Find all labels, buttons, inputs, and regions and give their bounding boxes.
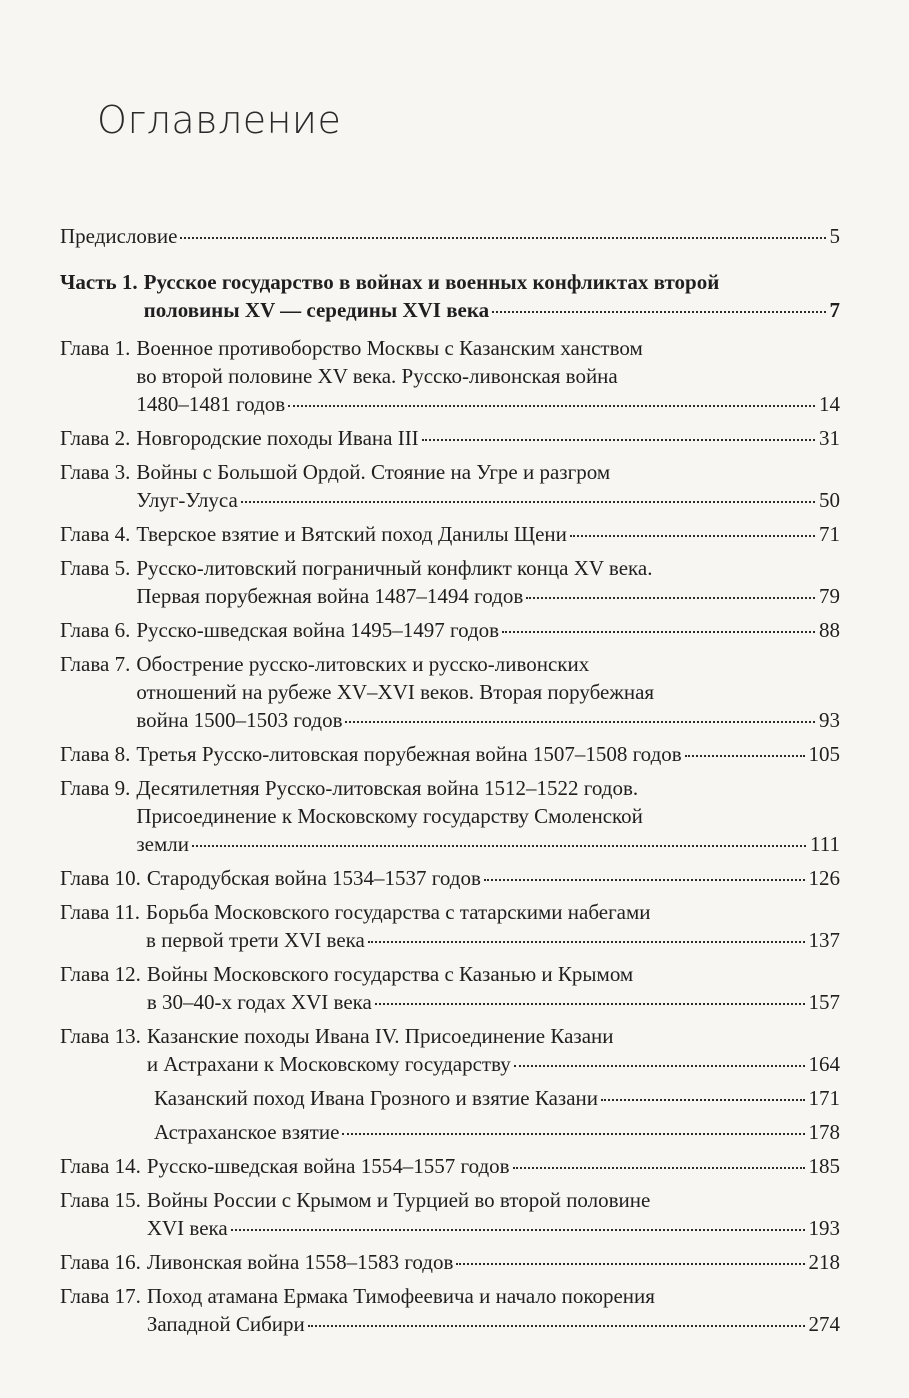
toc-entry: [60, 898, 840, 954]
toc-entry-title: [136, 520, 840, 548]
toc-entry-label: Глава 12.: [60, 962, 141, 986]
toc-entry-title-line: в первой трети XVI века: [146, 928, 365, 952]
toc-entry-title: [147, 1022, 840, 1078]
toc-entry-page-number: 274: [808, 1312, 840, 1336]
toc-entry-page-number: 171: [808, 1086, 840, 1110]
toc-entry-label: Глава 1.: [60, 336, 131, 360]
toc-entry-title-line: Первая порубежная война 1487–1494 годов: [136, 584, 524, 608]
dot-leader: [513, 1166, 805, 1169]
toc-entry-title-line: война 1500–1503 годов: [136, 708, 343, 732]
toc-entry-title-line: Астраханское взятие: [154, 1120, 340, 1144]
toc-entry: [60, 1282, 840, 1338]
toc-entry: [60, 616, 840, 644]
toc-entry-title-line: Улуг-Улуса: [136, 488, 238, 512]
toc-entry: [60, 1248, 840, 1276]
toc-entry-page-number: 93: [819, 708, 840, 732]
toc-entry-title-line: XVI века: [146, 1216, 228, 1240]
toc-entry-title-line: Десятилетняя Русско-литовская война 1512–1522 годов.: [136, 776, 639, 800]
toc-entry-title-line: Новгородские походы Ивана III: [136, 426, 419, 450]
toc-entry: [60, 1118, 840, 1146]
toc-entry-label: Часть 1.: [60, 270, 138, 294]
toc-entry: [60, 864, 840, 892]
dot-leader: [342, 1132, 804, 1135]
toc-entry-title: [136, 650, 840, 734]
dot-leader: [484, 878, 805, 881]
toc-entry-title-line: 1480–1481 годов: [136, 392, 286, 416]
toc-entry-title: [136, 774, 840, 858]
toc-entry-page-number: 193: [808, 1216, 840, 1240]
toc-entry-label: Глава 11.: [60, 900, 141, 924]
toc-entry-title: [60, 222, 840, 250]
toc-entry-label: Глава 3.: [60, 460, 131, 484]
toc-entry-page-number: 88: [819, 618, 840, 642]
toc-entry-title-line: отношений на рубеже XV–XVI веков. Вторая порубежная: [136, 680, 655, 704]
dot-leader: [502, 630, 815, 633]
dot-leader: [492, 310, 825, 313]
toc-entry-title-line: Борьба Московского государства с татарскими набегами: [146, 900, 651, 924]
toc-entry-label: Глава 14.: [60, 1154, 141, 1178]
dot-leader: [288, 404, 815, 407]
toc-entry-title-line: Казанские походы Ивана IV. Присоединение Казани: [146, 1024, 614, 1048]
toc-entry-page-number: 157: [808, 990, 840, 1014]
toc-entry-label: Глава 7.: [60, 652, 131, 676]
toc-entry-page-number: 137: [808, 928, 840, 952]
toc-entry: [60, 554, 840, 610]
toc-entry-page-number: 31: [819, 426, 840, 450]
toc-entry-title-line: Поход атамана Ермака Тимофеевича и начало покорения: [146, 1284, 655, 1308]
toc-entry-title: [146, 898, 840, 954]
toc-entry-title-line: Русско-шведская война 1495–1497 годов: [136, 618, 500, 642]
toc-entry-title-line: половины XV — середины XVI века: [143, 298, 490, 322]
toc-entry-page-number: 178: [808, 1120, 840, 1144]
toc-entry-title-line: Русское государство в войнах и военных конфликтах второй: [143, 270, 720, 294]
toc-entry-title-line: во второй половине XV века. Русско-ливонская война: [136, 364, 618, 388]
toc-entry: [60, 1152, 840, 1180]
dot-leader: [526, 596, 815, 599]
dot-leader: [601, 1098, 804, 1101]
dot-leader: [375, 1002, 805, 1005]
toc-entry-title: [147, 1282, 840, 1338]
dot-leader: [241, 500, 815, 503]
toc-entry-title-line: Третья Русско-литовская порубежная война 1507–1508 годов: [136, 742, 682, 766]
toc-entry-title-line: Войны России с Крымом и Турцией во второй половине: [146, 1188, 651, 1212]
toc-entry-title-line: Ливонская война 1558–1583 годов: [146, 1250, 454, 1274]
toc-entry-title: [136, 458, 840, 514]
dot-leader: [308, 1324, 805, 1327]
toc-entry-title: [136, 554, 840, 610]
toc-entry-page-number: 105: [808, 742, 840, 766]
toc-entry-title-line: и Астрахани к Московскому государству: [146, 1052, 511, 1076]
toc-entry: [60, 424, 840, 452]
toc-entry: [60, 774, 840, 858]
dot-leader: [180, 236, 825, 239]
toc-entry-title: [147, 1248, 840, 1276]
toc-entry: [60, 740, 840, 768]
toc-entry-title: [147, 864, 840, 892]
dot-leader: [345, 720, 815, 723]
toc-entry-title: [154, 1118, 840, 1146]
toc-entry-title-line: Русско-шведская война 1554–1557 годов: [146, 1154, 510, 1178]
toc-entry: [60, 222, 840, 250]
toc-entry-label: Глава 6.: [60, 618, 131, 642]
toc-entry: [60, 650, 840, 734]
toc-entry-label: Глава 4.: [60, 522, 131, 546]
toc-entry-title-line: Присоединение к Московскому государству Смоленской: [136, 804, 643, 828]
dot-leader: [368, 940, 805, 943]
toc-entry: [60, 334, 840, 418]
page-title: Оглавление: [97, 98, 342, 142]
table-of-contents: [60, 222, 840, 1344]
toc-entry-page-number: 50: [819, 488, 840, 512]
toc-entry-page-number: 71: [819, 522, 840, 546]
toc-entry-title-line: Предисловие: [60, 224, 178, 248]
toc-entry-title: [136, 424, 840, 452]
toc-entry: [60, 520, 840, 548]
toc-entry-title-line: Казанский поход Ивана Грозного и взятие Казани: [154, 1086, 599, 1110]
toc-entry-title-line: Тверское взятие и Вятский поход Данилы Щени: [136, 522, 567, 546]
toc-entry-title-line: в 30–40-х годах XVI века: [146, 990, 372, 1014]
toc-entry-page-number: 218: [808, 1250, 840, 1274]
toc-entry: [60, 1084, 840, 1112]
toc-entry-title-line: Стародубская война 1534–1537 годов: [146, 866, 481, 890]
toc-entry-title: [136, 616, 840, 644]
toc-entry-title-line: Обострение русско-литовских и русско-ливонских: [136, 652, 590, 676]
toc-entry: [60, 1186, 840, 1242]
toc-entry-label: Глава 15.: [60, 1188, 141, 1212]
toc-entry-label: Глава 8.: [60, 742, 131, 766]
toc-entry-page-number: 7: [829, 298, 840, 322]
toc-entry-label: Глава 10.: [60, 866, 141, 890]
dot-leader: [456, 1262, 804, 1265]
toc-entry-title: [147, 1186, 840, 1242]
bleed-through-top-edge: [0, 30, 909, 40]
toc-entry-label: Глава 5.: [60, 556, 131, 580]
toc-entry-title-line: Военное противоборство Москвы с Казанским ханством: [136, 336, 643, 360]
toc-entry-title: [136, 740, 840, 768]
toc-entry: [60, 458, 840, 514]
toc-entry-page-number: 185: [808, 1154, 840, 1178]
dot-leader: [231, 1228, 805, 1231]
toc-entry-page-number: 5: [829, 224, 840, 248]
dot-leader: [685, 754, 805, 757]
toc-entry-title: [136, 334, 840, 418]
toc-entry-title-line: Войны с Большой Ордой. Стояние на Угре и разгром: [136, 460, 611, 484]
toc-entry-page-number: 14: [819, 392, 840, 416]
toc-entry-title-line: Западной Сибири: [146, 1312, 305, 1336]
toc-entry: [60, 1022, 840, 1078]
toc-entry-page-number: 164: [808, 1052, 840, 1076]
toc-entry-title: [147, 1152, 840, 1180]
toc-entry: [60, 268, 840, 324]
toc-entry: [60, 960, 840, 1016]
toc-entry-title: [147, 960, 840, 1016]
toc-entry-title: [144, 268, 840, 324]
dot-leader: [192, 844, 806, 847]
toc-entry-label: Глава 16.: [60, 1250, 141, 1274]
toc-entry-page-number: 111: [810, 832, 840, 856]
toc-entry-title: [154, 1084, 840, 1112]
toc-entry-label: Глава 9.: [60, 776, 131, 800]
toc-entry-label: Глава 2.: [60, 426, 131, 450]
toc-entry-page-number: 79: [819, 584, 840, 608]
dot-leader: [570, 534, 815, 537]
dot-leader: [514, 1064, 805, 1067]
toc-entry-title-line: Русско-литовский пограничный конфликт конца XV века.: [136, 556, 653, 580]
toc-entry-label: Глава 17.: [60, 1284, 141, 1308]
toc-entry-title-line: Войны Московского государства с Казанью и Крымом: [146, 962, 634, 986]
dot-leader: [422, 438, 815, 441]
toc-entry-title-line: земли: [136, 832, 189, 856]
toc-entry-label: Глава 13.: [60, 1024, 141, 1048]
toc-entry-page-number: 126: [808, 866, 840, 890]
